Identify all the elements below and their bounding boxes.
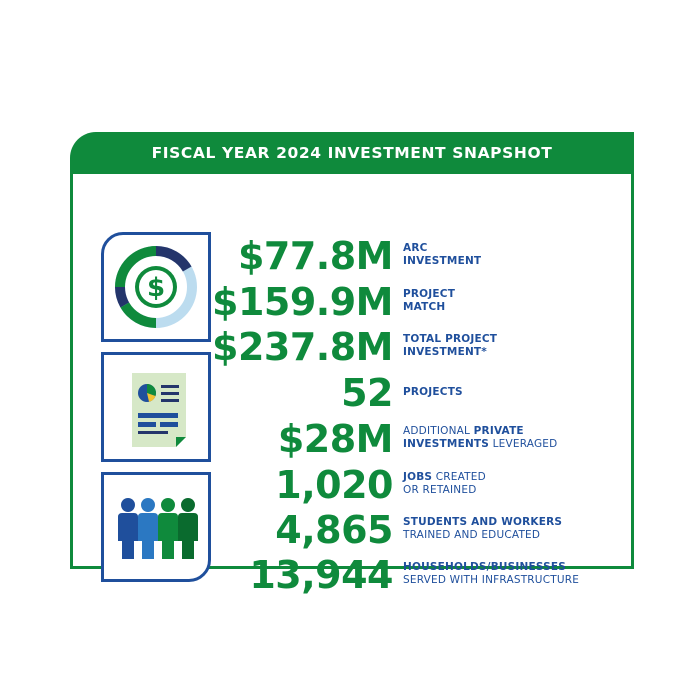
snapshot-header — [70, 132, 634, 174]
people-group-icon — [104, 475, 208, 579]
svg-text:$: $ — [146, 273, 166, 303]
stat-value: 52 — [341, 371, 393, 415]
stat-label: STUDENTS AND WORKERS TRAINED AND EDUCATED — [403, 516, 563, 541]
stat-project-match — [213, 279, 633, 325]
stat-projects — [213, 370, 633, 416]
people-group-icon-box — [101, 472, 211, 582]
stat-value: 4,865 — [275, 508, 393, 552]
stat-label: TOTAL PROJECT INVESTMENT* — [403, 333, 498, 358]
snapshot-body — [70, 174, 634, 597]
investment-snapshot-card — [70, 132, 634, 597]
stat-label: ADDITIONAL PRIVATE INVESTMENTS LEVERAGED — [403, 425, 558, 450]
stat-label: ARC INVESTMENT — [403, 242, 482, 267]
stat-value: $77.8M — [237, 234, 393, 278]
stat-label: HOUSEHOLDS/BUSINESSES SERVED WITH INFRASTRUCTURE — [403, 561, 580, 586]
stat-label: JOBS CREATED OR RETAINED — [403, 471, 486, 496]
stat-value: 1,020 — [275, 463, 393, 507]
stat-value: $237.8M — [212, 325, 393, 369]
snapshot-title: FISCAL YEAR 2024 INVESTMENT SNAPSHOT — [151, 144, 553, 162]
stat-value: 13,944 — [249, 553, 393, 597]
stat-households-businesses — [213, 552, 633, 598]
stat-private-investments — [213, 416, 633, 462]
money-ring-icon-box — [101, 232, 211, 342]
money-ring-icon — [104, 235, 208, 339]
report-document-icon — [104, 355, 208, 459]
stat-label: PROJECTS — [403, 386, 463, 398]
report-document-icon-box — [101, 352, 211, 462]
stat-label: PROJECT MATCH — [403, 288, 456, 313]
stat-jobs — [213, 462, 633, 508]
stat-total-project-investment — [213, 324, 633, 370]
stat-value: $28M — [277, 417, 393, 461]
stat-arc-investment — [213, 233, 633, 279]
stat-students-workers — [213, 507, 633, 553]
stat-value: $159.9M — [212, 280, 393, 324]
